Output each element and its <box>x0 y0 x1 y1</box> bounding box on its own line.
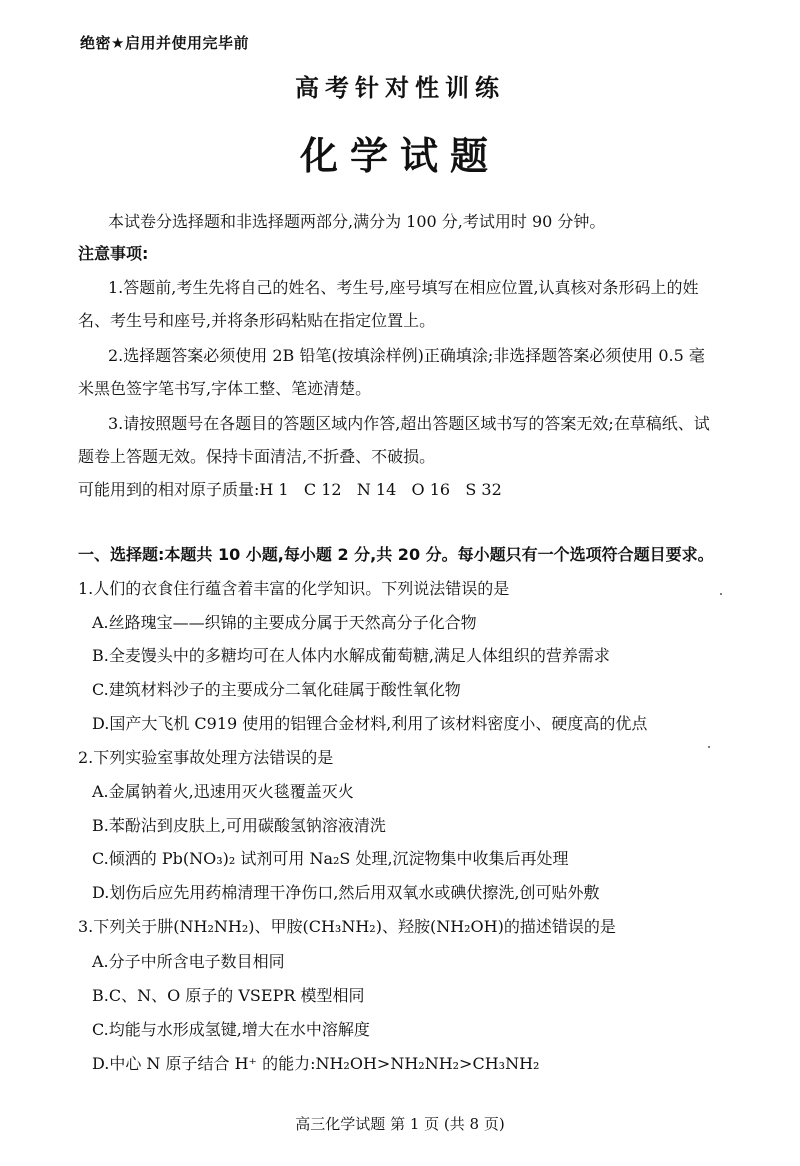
page-footer: 高三化学试题 第 1 页 (共 8 页) <box>295 1115 505 1133</box>
question-option: A.分子中所含电子数目相同 <box>92 952 285 971</box>
notes-item: 题卷上答题无效。保持卡面清洁,不折叠、不破损。 <box>78 447 436 466</box>
question-option: A.金属钠着火,迅速用灭火毯覆盖灭火 <box>92 782 354 801</box>
intro-text: 本试卷分选择题和非选择题两部分,满分为 100 分,考试用时 90 分钟。 <box>108 212 606 231</box>
question-option: B.C、N、O 原子的 VSEPR 模型相同 <box>92 986 365 1005</box>
notes-heading: 注意事项: <box>78 244 149 263</box>
question-stem: 3.下列关于肼(NH₂NH₂)、甲胺(CH₃NH₂)、羟胺(NH₂OH)的描述错误的是 <box>78 917 616 936</box>
section-heading: 一、选择题:本题共 10 小题,每小题 2 分,共 20 分。每小题只有一个选项符合题目要求。 <box>78 545 714 564</box>
scan-speck <box>720 593 722 595</box>
exam-subtitle: 高考针对性训练 <box>295 73 505 102</box>
notes-item: 1.答题前,考生先将自己的姓名、考生号,座号填写在相应位置,认真核对条形码上的姓 <box>108 278 699 297</box>
question-option: C.均能与水形成氢键,增大在水中溶解度 <box>92 1020 370 1039</box>
question-option: D.划伤后应先用药棉清理干净伤口,然后用双氧水或碘伏擦洗,创可贴外敷 <box>92 883 600 902</box>
atomic-masses: 可能用到的相对原子质量:H 1 C 12 N 14 O 16 S 32 <box>78 480 502 499</box>
notes-item: 米黑色签字笔书写,字体工整、笔迹清楚。 <box>78 379 372 398</box>
confidential-label: 绝密★启用并使用完毕前 <box>80 34 249 52</box>
exam-title: 化学试题 <box>299 134 500 178</box>
question-option: D.中心 N 原子结合 H⁺ 的能力:NH₂OH>NH₂NH₂>CH₃NH₂ <box>92 1054 540 1073</box>
question-option: C.倾洒的 Pb(NO₃)₂ 试剂可用 Na₂S 处理,沉淀物集中收集后再处理 <box>92 849 569 868</box>
question-stem: 2.下列实验室事故处理方法错误的是 <box>78 748 334 767</box>
question-option: D.国产大飞机 C919 使用的铝锂合金材料,利用了该材料密度小、硬度高的优点 <box>92 714 648 733</box>
notes-item: 3.请按照题号在各题目的答题区域内作答,超出答题区域书写的答案无效;在草稿纸、试 <box>108 414 710 433</box>
notes-item: 2.选择题答案必须使用 2B 铅笔(按填涂样例)正确填涂;非选择题答案必须使用 0.5 毫 <box>108 346 705 365</box>
notes-item: 名、考生号和座号,并将条形码粘贴在指定位置上。 <box>78 311 436 330</box>
scan-speck <box>708 746 710 748</box>
question-stem: 1.人们的衣食住行蕴含着丰富的化学知识。下列说法错误的是 <box>78 579 510 598</box>
question-option: C.建筑材料沙子的主要成分二氧化硅属于酸性氧化物 <box>92 680 461 699</box>
question-option: B.全麦馒头中的多糖均可在人体内水解成葡萄糖,满足人体组织的营养需求 <box>92 646 610 665</box>
question-option: B.苯酚沾到皮肤上,可用碳酸氢钠溶液清洗 <box>92 816 386 835</box>
question-option: A.丝路瑰宝——织锦的主要成分属于天然高分子化合物 <box>92 613 477 632</box>
